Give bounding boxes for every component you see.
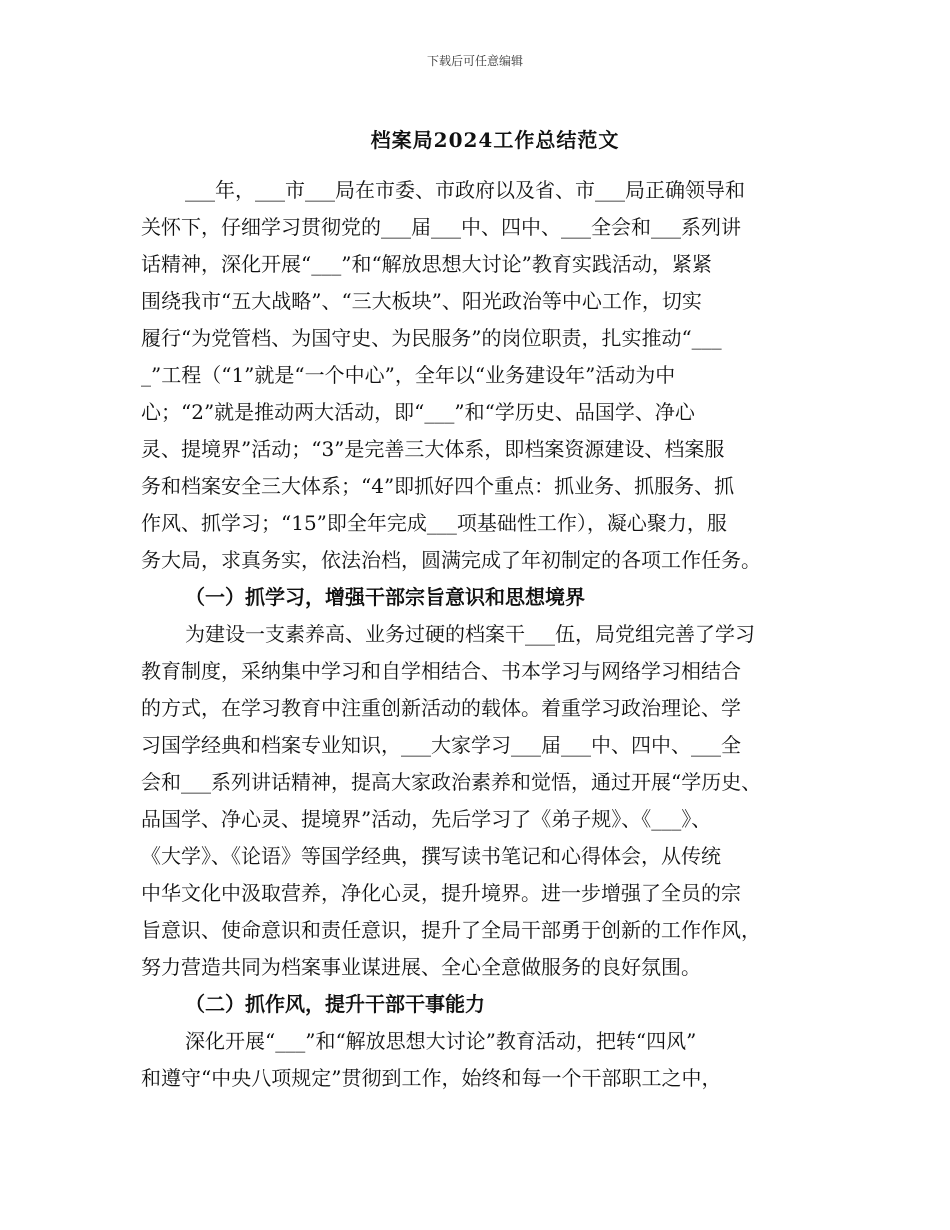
body-text-line: 围绕我市“五大战略”、“三大板块”、阳光政治等中心工作，切实 bbox=[141, 289, 702, 313]
body-text-line: 努力营造共同为档案事业谋进展、全心全意做服务的良好氛围。 bbox=[141, 955, 701, 979]
body-text-line: _”工程（“1”就是“一个中心”，全年以“业务建设年”活动为中 bbox=[141, 363, 676, 387]
body-text-line: 心；“2”就是推动两大活动，即“___”和“学历史、品国学、净心 bbox=[141, 400, 695, 424]
body-text-line: 的方式，在学习教育中注重创新活动的载体。着重学习政治理论、学 bbox=[141, 696, 741, 720]
body-text-line: 品国学、净心灵、提境界”活动，先后学习了《弟子规》、《___》、 bbox=[141, 807, 712, 831]
body-text-line: 中华文化中汲取营养，净化心灵，提升境界。进一步增强了全员的宗 bbox=[141, 881, 741, 905]
body-text-line: 习国学经典和档案专业知识，___大家学习___届___中、四中、___全 bbox=[141, 733, 741, 757]
section-heading: （一）抓学习，增强干部宗旨意识和思想境界 bbox=[185, 585, 585, 609]
body-text-line: 《大学》、《论语》等国学经典，撰写读书笔记和心得体会，从传统 bbox=[141, 844, 721, 868]
document-title: 档案局2024工作总结范文 bbox=[370, 128, 620, 152]
section-heading: （二）抓作风，提升干部干事能力 bbox=[185, 992, 485, 1016]
body-text-line: ___年，___市___局在市委、市政府以及省、市___局正确领导和 bbox=[185, 178, 745, 202]
document-body bbox=[141, 172, 831, 1097]
body-text-line: 为建设一支素养高、业务过硬的档案干___伍，局党组完善了学习 bbox=[185, 622, 755, 646]
body-text-line: 务大局，求真务实，依法治档，圆满完成了年初制定的各项工作任务。 bbox=[141, 548, 761, 572]
body-text-line: 教育制度，采纳集中学习和自学相结合、书本学习与网络学习相结合 bbox=[141, 659, 741, 683]
body-text-line: 履行“为党管档、为国守史、为民服务”的岗位职责，扎实推动“___ bbox=[141, 326, 722, 350]
body-text-line: 务和档案安全三大体系；“4”即抓好四个重点：抓业务、抓服务、抓 bbox=[141, 474, 735, 498]
body-text-line: 关怀下，仔细学习贯彻党的___届___中、四中、___全会和___系列讲 bbox=[141, 215, 741, 239]
body-text-line: 会和___系列讲话精神，提高大家政治素养和觉悟，通过开展“学历史、 bbox=[141, 770, 762, 794]
body-text-line: 旨意识、使命意识和责任意识，提升了全局干部勇于创新的工作作风， bbox=[141, 918, 761, 942]
body-text-line: 作风、抓学习；“15”即全年完成___项基础性工作），凝心聚力，服 bbox=[141, 511, 727, 535]
body-text-line: 和遵守“中央八项规定”贯彻到工作，始终和每一个干部职工之中， bbox=[141, 1066, 722, 1090]
body-text-line: 话精神，深化开展“___”和“解放思想大讨论”教育实践活动，紧紧 bbox=[141, 252, 712, 276]
header-note: 下载后可任意编辑 bbox=[426, 54, 523, 68]
body-text-line: 灵、提境界”活动；“3”是完善三大体系，即档案资源建设、档案服 bbox=[141, 437, 725, 461]
body-text-line: 深化开展“___”和“解放思想大讨论”教育活动，把转“四风” bbox=[185, 1029, 697, 1053]
